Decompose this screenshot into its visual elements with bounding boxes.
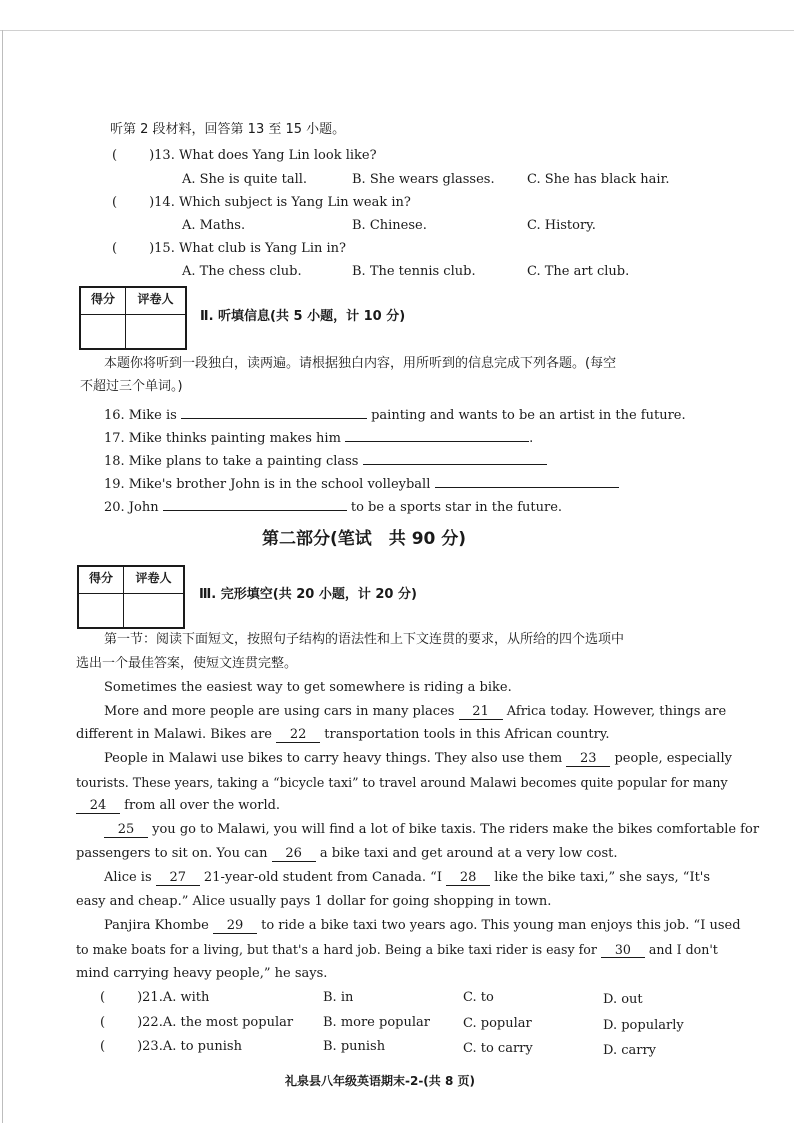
option-15b: B. The tennis club.	[352, 264, 476, 279]
page-footer: 礼泉县八年级英语期末-2-(共 8 页)	[285, 1074, 475, 1088]
section3-intro-2: 选出一个最佳答案，使短文连贯完整。	[76, 656, 298, 671]
question-stem: 15. What club is Yang Lin in?	[154, 241, 346, 256]
cloze-blank-22[interactable]: 22	[276, 727, 320, 743]
question-13	[112, 148, 377, 164]
question-22: ( )22.A. the most popular	[100, 1015, 294, 1030]
item-19: 19. Mike's brother John is in the school volleyball	[104, 472, 619, 493]
answer-paren-close: )	[149, 241, 155, 256]
option-21a: A. with	[162, 990, 210, 1005]
passage-line: 25 you go to Malawi, you will find a lot of bike taxis. The riders make the bikes comfortable for	[104, 822, 759, 838]
option-13c: C. She has black hair.	[527, 172, 670, 187]
question-stem: 14. Which subject is Yang Lin weak in?	[154, 195, 411, 210]
question-stem: 13. What does Yang Lin look like?	[154, 148, 377, 163]
question-14	[112, 195, 411, 211]
question-23: ( )23.A. to punish	[100, 1039, 242, 1054]
answer-blank-20[interactable]	[163, 495, 347, 511]
passage-line: different in Malawi. Bikes are 22 transportation tools in this African country.	[76, 727, 610, 742]
cloze-blank-21[interactable]: 21	[459, 704, 503, 720]
option-15a: A. The chess club.	[182, 264, 302, 279]
option-21d: D. out	[603, 992, 643, 1007]
option-13b: B. She wears glasses.	[352, 172, 495, 187]
option-23b: B. punish	[323, 1039, 386, 1054]
option-13a: A. She is quite tall.	[182, 172, 308, 187]
passage-line: passengers to sit on. You can 26 a bike taxi and get around at a very low cost.	[76, 846, 618, 861]
passage-line: People in Malawi use bikes to carry heavy things. They also use them 23 people, especially	[104, 751, 732, 766]
grader-label: 评卷人	[126, 288, 185, 315]
section2-intro-1: 本题你将听到一段独白，读两遍。请根据独白内容，用所听到的信息完成下列各题。(每空	[104, 356, 617, 371]
answer-paren-open: (	[112, 241, 118, 256]
listening-instruction: 听第 2 段材料，回答第 13 至 15 小题。	[110, 122, 346, 137]
cloze-blank-24[interactable]: 24	[76, 798, 120, 814]
option-22b: B. more popular	[323, 1015, 430, 1030]
answer-blank-16[interactable]	[181, 403, 367, 419]
option-23a: A. to punish	[162, 1039, 242, 1054]
grader-label: 评卷人	[124, 567, 183, 594]
question-21: ( )21.A. with	[100, 990, 210, 1005]
score-field[interactable]	[81, 315, 126, 348]
page-left-edge	[2, 30, 3, 1123]
answer-paren-open: (	[112, 195, 118, 210]
option-22a: A. the most popular	[162, 1015, 294, 1030]
passage-line: easy and cheap.” Alice usually pays 1 dollar for going shopping in town.	[76, 894, 552, 909]
passage-line: Sometimes the easiest way to get somewhere is riding a bike.	[104, 680, 512, 695]
option-21b: B. in	[323, 990, 354, 1005]
passage-line: tourists. These years, taking a “bicycle taxi” to travel around Malawi becomes quite popular for many	[76, 775, 728, 790]
answer-blank-17[interactable]	[345, 426, 529, 442]
question-15	[112, 241, 346, 257]
score-label: 得分	[81, 288, 126, 315]
option-14c: C. History.	[527, 218, 596, 233]
option-15c: C. The art club.	[527, 264, 630, 279]
answer-blank-18[interactable]	[363, 449, 547, 465]
option-21c: C. to	[463, 990, 494, 1005]
passage-line: 24 from all over the world.	[76, 798, 280, 814]
section2-intro-2: 不超过三个单词。)	[80, 379, 183, 394]
item-17: 17. Mike thinks painting makes him .	[104, 426, 533, 447]
item-20: 20. John to be a sports star in the future.	[104, 495, 562, 516]
passage-line: More and more people are using cars in many places 21 Africa today. However, things are	[104, 704, 727, 719]
option-23d: D. carry	[603, 1043, 657, 1058]
answer-paren-close: )	[149, 195, 155, 210]
score-field[interactable]	[79, 594, 124, 627]
answer-blank-19[interactable]	[435, 472, 619, 488]
option-22d: D. popularly	[603, 1018, 684, 1033]
cloze-blank-27[interactable]: 27	[156, 870, 200, 886]
score-box	[77, 565, 185, 629]
option-14a: A. Maths.	[182, 218, 246, 233]
cloze-blank-23[interactable]: 23	[566, 751, 610, 767]
cloze-blank-26[interactable]: 26	[272, 846, 316, 862]
score-label: 得分	[79, 567, 124, 594]
item-18: 18. Mike plans to take a painting class	[104, 449, 547, 470]
passage-line: to make boats for a living, but that's a hard job. Being a bike taxi rider is easy for 30 and I don't	[76, 942, 718, 957]
passage-line: Alice is 27 21-year-old student from Canada. “I 28 like the bike taxi,” she says, “It's	[104, 870, 711, 885]
part2-title: 第二部分(笔试 共 90 分)	[262, 529, 467, 549]
item-16: 16. Mike is painting and wants to be an artist in the future.	[104, 403, 686, 424]
section2-heading: Ⅱ. 听填信息(共 5 小题，计 10 分)	[200, 309, 406, 324]
option-14b: B. Chinese.	[352, 218, 427, 233]
cloze-blank-25[interactable]: 25	[104, 822, 148, 838]
section3-intro-1: 第一节：阅读下面短文，按照句子结构的语法性和上下文连贯的要求，从所给的四个选项中	[104, 632, 625, 647]
cloze-blank-30[interactable]: 30	[601, 942, 645, 958]
score-box	[79, 286, 187, 350]
grader-field[interactable]	[126, 315, 185, 348]
answer-paren-open: (	[112, 148, 118, 163]
cloze-blank-29[interactable]: 29	[213, 918, 257, 934]
grader-field[interactable]	[124, 594, 183, 627]
answer-paren-close: )	[149, 148, 155, 163]
option-23c: C. to carry	[463, 1041, 533, 1056]
cloze-blank-28[interactable]: 28	[446, 870, 490, 886]
section3-heading: Ⅲ. 完形填空(共 20 小题，计 20 分)	[199, 587, 417, 602]
passage-line: mind carrying heavy people,” he says.	[76, 966, 328, 981]
option-22c: C. popular	[463, 1016, 532, 1031]
passage-line: Panjira Khombe 29 to ride a bike taxi two years ago. This young man enjoys this job. “I used	[104, 918, 741, 933]
page-top-edge	[0, 30, 794, 31]
